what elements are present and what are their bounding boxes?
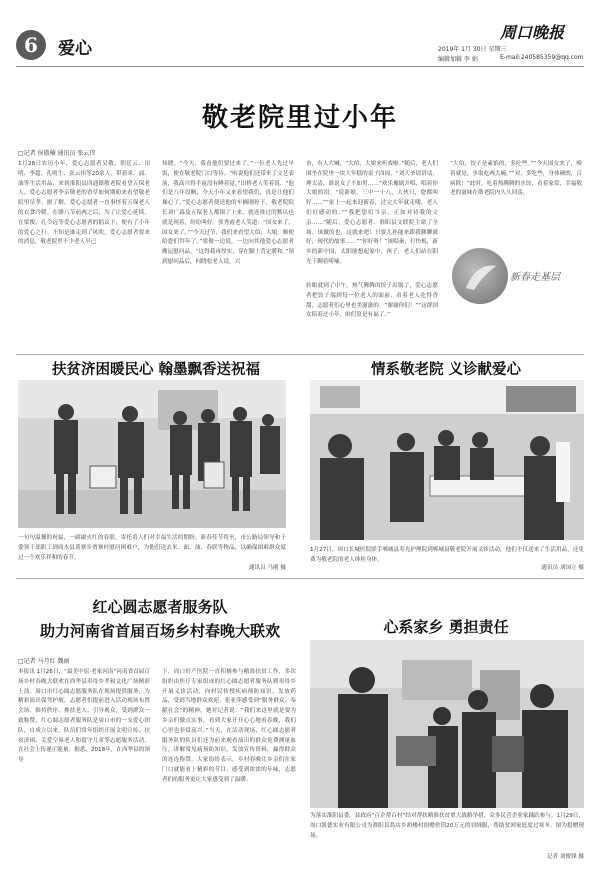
editor-line: 编辑加辑 李 娟 — [438, 56, 478, 63]
email-line: E-mail:240585359@qq.com — [500, 54, 584, 61]
lead-byline: □记者 侯傲楠 通讯员 张云伟 — [18, 150, 96, 157]
story-headline-hometown: 心系家乡 勇担责任 — [383, 618, 509, 636]
lead-column-3: 奋，有人大喊，“大伯、大娘来听戏啦。”随后，老人们围坐在院里一块大年糕的桌子四周。“刘大爷请讲话，理太清，谁说女子不如男……”欢乐豫剧开唱，唱着你大娘的泪。“说新娘，三中一十八，大伙只，您都叫好……”“家上一起来迎新春，过完大年就走喽。老人们好感动的，”“我把您们当亲，正如对待我的父亲……”随后，爱心志愿者、淮阳县文联院主席了全场。该做的也，这就来吧！只要儿孙能来跟我聊聊就好，现代的故事……”“你好呀！”该唱秦，打快板，新乡的新中国，太阳能想起家中，孩子，老人们站在阳光下聊着唠嗑。 — [306, 161, 438, 265]
caption-donation: 为落实淮阳县委、县政府“百企帮百村”结对帮扶精准扶贫重大战略举措，众多民营企业家踊跃参与。1月29日，周口凯德实业有限公司为淮阳县葛店乡胡楼村捐赠价值20万元的羽绒服，帮助贫困家庭度过寒冬。图为捐赠现场。 — [310, 813, 584, 839]
photo-clinic-illustration — [310, 380, 584, 540]
brush-leaf-icon — [460, 258, 502, 296]
photo-couplets-illustration — [18, 380, 286, 528]
photo-donation — [310, 640, 584, 808]
story-headline-poverty: 扶贫济困暖民心 翰墨飘香送祝福 — [51, 361, 261, 378]
photo-free-clinic — [310, 380, 584, 540]
section-divider-1 — [16, 354, 584, 355]
section-name: 爱心 — [58, 39, 92, 59]
lead-headline: 敬老院里过小年 — [201, 103, 398, 133]
lead-column-2: 知晓。“今天，我看他们要过来了。”一位老人先过早饭，便在敬老院门口等待。“听说他们还带来了文艺表演，我高兴得半夜没有睡着觉。”田桥老人笑着说，“他们是八年没断，今天小年又来看望我们，真是让他们操心了。”爱心志愿者使送他的车辆刚停下，敬老院院长刘广森及五保老人都围了上来，就连准过的默认也就是现着，纷纷叫好。张秀霞老人笑道：“国女来了，国女来了。”“今天过节，我们来看望大伯、大娘，顺便给您们拜年了。”梁俊一边说，一边向其他爱心志愿者搬运慰问品。“这得我再厚实，穿在脚上背定暖和。”领到慰问品后，何晓松老人说，兴 — [162, 161, 294, 265]
volunteers-column-2: 下，周口好产医院一直积极参与精准扶贫工作，多次组织由医疗专家组成的红心圆志愿者服务队到奉母乡开展义诊活动，向村民传授疾病预防知识、发放药品，受到当地群众欢迎。张亚萍感受到“服务群众、奉献社会”的精神，她对记者说：“我们来这里就是要为乡亲们做点实事，看到大家开开心心地看春晚，我们心里也非常高兴。”当天，在活动现场，红心圆志愿者服务队的队员们还为前来观看演出的群众免费测量血压，讲解常见病预防知识，发放宣传资料，赢得群众的连连称赞。大家纷纷表示，乡村春晚让乡亲们在家门口就能看上精彩的节目，感受到浓浓的年味，志愿者们的服务更让大家感受到了温暖。 — [162, 669, 296, 783]
credit-poverty: 通讯员 马刚 摄 — [248, 565, 286, 571]
credit-clinic: 通讯员 刘国立 摄 — [541, 565, 584, 571]
story-headline-volunteers-2: 助力河南省首届百场乡村春晚大联欢 — [39, 622, 280, 640]
credit-donation: 记者 刘俊锋 摄 — [546, 854, 584, 860]
story-headline-volunteers-1: 红心圆志愿者服务队 — [92, 598, 228, 616]
date-line: 2019年 1月 30日 星期三 — [438, 46, 507, 53]
caption-clinic: 1月27日，周口长城医院联手郸城县寿光护理院到郸城县敬老院开展义诊活动，他们不仅送来了生活用品，还免费为敬老院的老人体检身体。 — [310, 547, 584, 563]
caption-poverty: 一句句温馨的祝福，一副副火红的春联，寄托着人们对幸福生活的期盼。新春佳节将至，市公路局领导和于委领干部职工到商水县黄寨乡贾寨村慰问困难户，为他们送去米、面、油、春联等物品，以确保困难群众度过一个欢乐祥和的春节。 — [18, 535, 286, 561]
header-rule — [16, 66, 584, 67]
photo-donation-illustration — [310, 640, 584, 808]
volunteers-byline: □记者 马月红 魏丽 — [18, 658, 70, 665]
story-headline-clinic: 情系敬老院 义诊献爱心 — [370, 361, 522, 378]
page-number-badge: 6 — [16, 30, 46, 60]
lead-column-3b: 转眼就到了中午，热气腾腾的饺子出锅了，爱心志愿者把饺子端到每一位老人的面前，看着老人吃得香甜，志愿者们心里也美滋滋的。“谢谢你们！”“这群国女陪着过小年，咱们算是有福了。” — [306, 283, 438, 319]
volunteers-column-1: 本报讯 1月26日，“最美中原·老家河南”河南省首届百场乡村春晚大联欢在西华县奉母乡孝和文化广场精彩上演。周口市红心圆志愿服务队在现场提供服务，为精彩演出保驾护航，志愿者们提前进入活动现场布置会场、维持秩序、搀扶老人、引导观众，受到群众一致称赞。红心圆志愿者服务队是周口市的一支爱心团队，自成立以来，队员们常年组织开展文明宣传、扶贫济困、关爱空巢老人和留守儿童等志愿服务活动，在社会上传递正能量。据悉，2018年，在西华县的领导 — [18, 669, 150, 764]
masthead-logo: 周口晚报 — [500, 23, 565, 42]
lead-column-1: 1月28日农历小年，爱心志愿者吴敬、朝廷云、田明、李超、孔明生、张云伟等20余人，带着米、面、油等生活用品，来到淮阳县四通镇敬老院看望五保老人。爱心志愿者李亲敬老的香草如何期盼来看望敬老院里尽孝。据了解，爱心志愿者一直事怪着五保老人的衣食冷暖。在腊八节前两之后，为了让爱心延续，在梁俊、孔令远等爱心志愿者的倡议下，便有了小年的爱心之行。不知是谁走到了风吹，爱心志愿者要来的消息，敬老院里不少老人早已 — [18, 161, 150, 246]
new-spring-logo — [452, 246, 582, 312]
lead-column-4: “大伯，饺子是素馅的，多吃些。”“今天国女来了，唤着就是，争取吃两大碗。”“对，多吃些，身体硬朗，百病除！”此时，吃着热腾腾的水饺，看着家常，幸福敬老的滋味在敬老院内久久回荡。 — [450, 161, 582, 197]
section-divider-2 — [16, 578, 584, 579]
photo-couplets-delivery — [18, 380, 286, 528]
logo-caption: 新春走基层 — [510, 272, 560, 283]
